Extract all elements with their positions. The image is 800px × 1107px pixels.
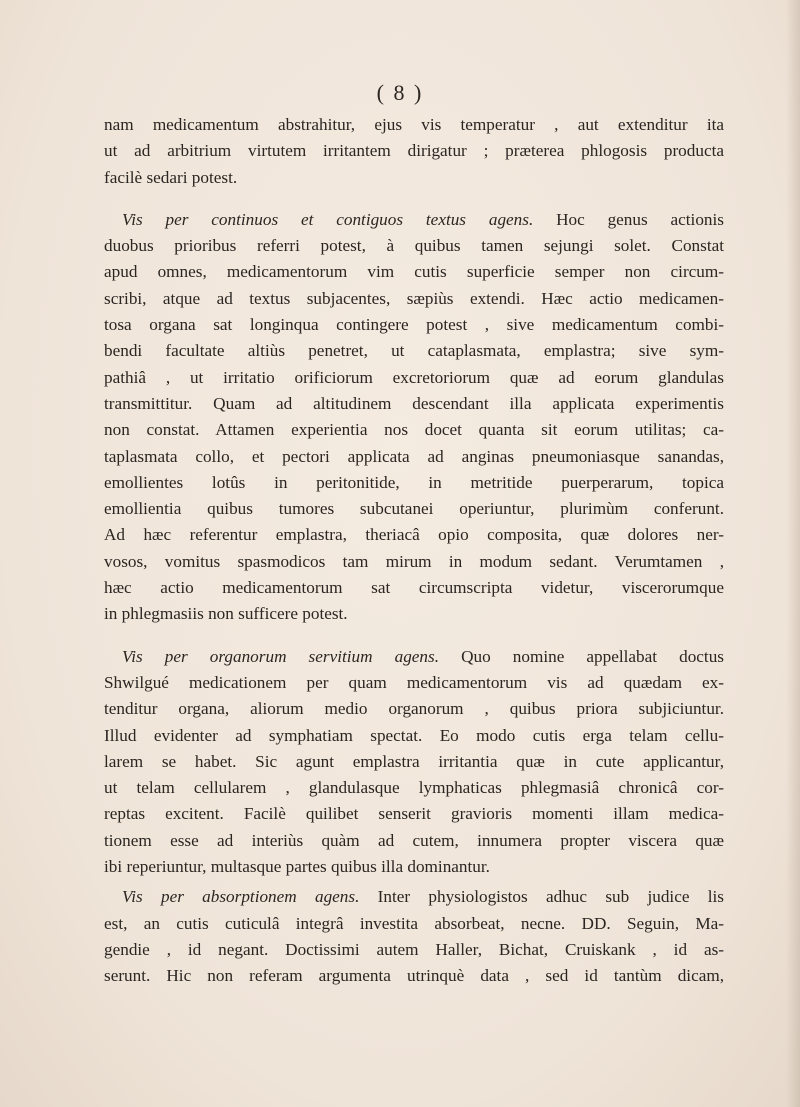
text-line: larem se habet. Sic agunt emplastra irritantia quæ in cute applicantur, xyxy=(104,751,724,771)
text-line: gendie , id negant. Doctissimi autem Haller, Bichat, Cruiskank , id as- xyxy=(104,939,724,959)
text-line: ibi reperiuntur, multasque partes quibus illa dominantur. xyxy=(104,857,490,877)
text-line: reptas excitent. Facilè quilibet senserit gravioris momenti illam medica- xyxy=(104,804,724,824)
text-line: pathiâ , ut irritatio orificiorum excretoriorum quæ ad eorum glandulas xyxy=(104,367,724,387)
text-line xyxy=(104,644,724,670)
text-line: ut telam cellularem , glandulasque lymphaticas phlegmasiâ chronicâ cor- xyxy=(104,778,724,798)
text-line: est, an cutis cuticulâ integrâ investita absorbeat, necne. DD. Seguin, Ma- xyxy=(104,913,724,933)
text-line: tosa organa sat longinqua contingere potest , sive medicamentum combi- xyxy=(104,315,724,335)
section-heading: Vis per continuos et contiguos textus agens. xyxy=(122,209,534,229)
text-line: duobus prioribus referri potest, à quibus tamen sejungi solet. Constat xyxy=(104,236,724,256)
text-line: tionem esse ad interiùs quàm ad cutem, innumera propter viscera quæ xyxy=(104,830,724,850)
text-line: scribi, atque ad textus subjacentes, sæpiùs extendi. Hæc actio medicamen- xyxy=(104,288,724,308)
text-line: ut ad arbitrium virtutem irritantem dirigatur ; præterea phlogosis producta xyxy=(104,141,724,161)
text-line: taplasmata collo, et pectori applicata ad anginas pneumoniasque sanandas, xyxy=(104,446,724,466)
page-number: ( 8 ) xyxy=(376,80,424,105)
text-line: bendi facultate altiùs penetret, ut cataplasmata, emplastra; sive sym- xyxy=(104,341,724,361)
section-heading: Vis per absorptionem agens. xyxy=(122,887,360,907)
body-text xyxy=(104,112,724,990)
text-line: in phlegmasiis non sufficere potest. xyxy=(104,604,348,624)
text-line xyxy=(104,884,724,910)
text-run: Quo nomine appellabat doctus xyxy=(439,646,724,666)
text-line: nam medicamentum abstrahitur, ejus vis temperatur , aut extenditur ita xyxy=(104,115,724,134)
text-line: serunt. Hic non referam argumenta utrinquè data , sed id tantùm dicam, xyxy=(104,966,724,986)
text-line: facilè sedari potest. xyxy=(104,167,238,187)
text-line: tenditur organa, aliorum medio organorum , quibus priora subjiciuntur. xyxy=(104,699,724,719)
section-heading: Vis per organorum servitium agens. xyxy=(122,646,440,666)
paragraph-organorum xyxy=(104,644,724,881)
paragraph-intro xyxy=(104,112,724,191)
paragraph-absorptionem xyxy=(104,884,724,989)
text-run: Hoc genus actionis xyxy=(533,209,724,229)
paragraph-contiguos xyxy=(104,207,724,628)
page-edge-shadow xyxy=(786,0,800,1107)
text-line: Illud evidenter ad symphatiam spectat. Eo modo cutis erga telam cellu- xyxy=(104,725,724,745)
text-run: Inter physiologistos adhuc sub judice lis xyxy=(359,887,724,907)
text-line: Shwilgué medicationem per quam medicamentorum vis ad quædam ex- xyxy=(104,672,724,692)
text-line: Ad hæc referentur emplastra, theriacâ opio composita, quæ dolores ner- xyxy=(104,525,724,545)
text-line: vosos, vomitus spasmodicos tam mirum in modum sedant. Verumtamen , xyxy=(104,551,724,571)
text-line: emollientes lotûs in peritonitide, in metritide puerperarum, topica xyxy=(104,472,724,492)
text-line: non constat. Attamen experientia nos docet quanta sit eorum utilitas; ca- xyxy=(104,420,724,440)
text-line: transmittitur. Quam ad altitudinem descendant illa applicata experimentis xyxy=(104,393,724,413)
text-line: emollientia quibus tumores subcutanei operiuntur, plurimùm conferunt. xyxy=(104,499,724,519)
text-line: apud omnes, medicamentorum vim cutis superficie semper non circum- xyxy=(104,262,724,282)
text-line xyxy=(104,207,724,233)
text-line: hæc actio medicamentorum sat circumscripta videtur, viscerorumque xyxy=(104,578,724,598)
